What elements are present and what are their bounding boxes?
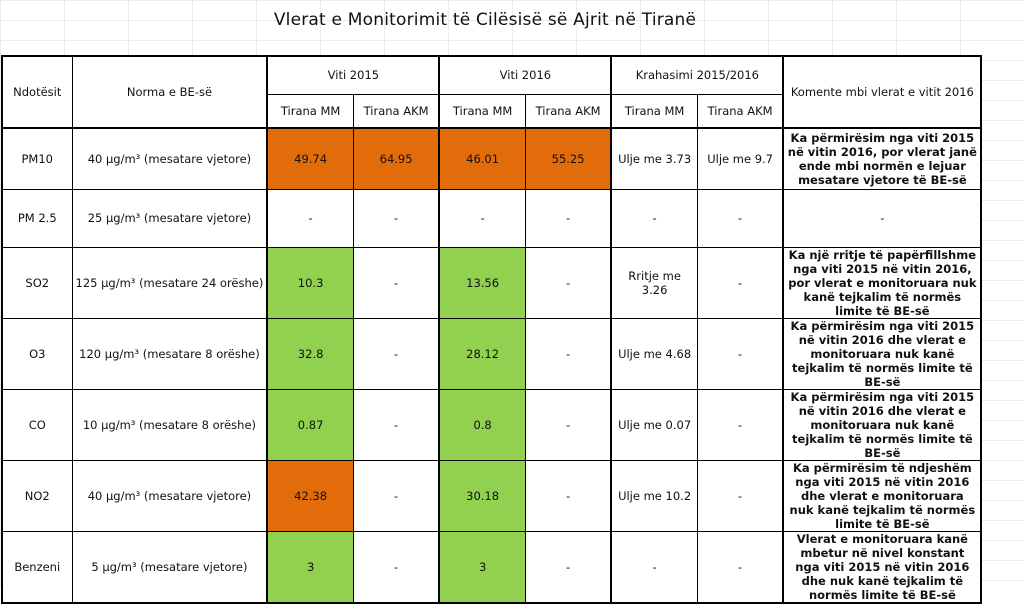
comment-cell: Ka përmirësim të ndjeshëm nga viti 2015 në vitin 2016 dhe vlerat e monitoruara nuk kanë tejkalim të normës limite të BE-së: [783, 460, 981, 531]
subheader-2016-mm: Tirana MM: [439, 94, 525, 128]
value-2016-akm: -: [525, 189, 611, 247]
comment-cell: Ka një rritje të papërfillshme nga viti 2015 në vitin 2016, por vlerat e monitoruara nuk kanë tejkalim të normës limite të BE-së: [783, 247, 981, 318]
value-2016-mm: 0.8: [439, 389, 525, 460]
table-row: [2, 128, 981, 189]
value-2015-mm: 0.87: [267, 389, 353, 460]
comparison-mm: Ulje me 10.2: [611, 460, 697, 531]
header-year-2016: Viti 2016: [439, 56, 611, 94]
value-2015-akm: -: [353, 531, 439, 603]
comment-cell: Ka përmirësim nga viti 2015 në vitin 2016 dhe vlerat e monitoruara nuk kanë tejkalim të normës limite të BE-së: [783, 389, 981, 460]
norm-cell: 10 µg/m³ (mesatare 8 orëshe): [72, 389, 267, 460]
comparison-mm: Ulje me 3.73: [611, 128, 697, 189]
value-2016-akm: -: [525, 247, 611, 318]
value-2016-akm: -: [525, 318, 611, 389]
value-2016-mm: 13.56: [439, 247, 525, 318]
comparison-mm: Rritje me 3.26: [611, 247, 697, 318]
page-title: Vlerat e Monitorimit të Cilësisë së Ajrit në Tiranë: [273, 10, 697, 30]
table-row: [2, 318, 981, 389]
value-2015-mm: 10.3: [267, 247, 353, 318]
value-2016-akm: -: [525, 531, 611, 603]
norm-cell: 25 µg/m³ (mesatare vjetore): [72, 189, 267, 247]
norm-cell: 120 µg/m³ (mesatare 8 orëshe): [72, 318, 267, 389]
subheader-2015-mm: Tirana MM: [267, 94, 353, 128]
value-2016-mm: 3: [439, 531, 525, 603]
comparison-akm: Ulje me 9.7: [697, 128, 783, 189]
pollutant-cell: SO2: [2, 247, 72, 318]
value-2016-mm: -: [439, 189, 525, 247]
pollutant-cell: CO: [2, 389, 72, 460]
header-comments: Komente mbi vlerat e vitit 2016: [783, 56, 981, 128]
pollutant-cell: Benzeni: [2, 531, 72, 603]
comment-cell: -: [783, 189, 981, 247]
comparison-mm: Ulje me 4.68: [611, 318, 697, 389]
value-2015-akm: -: [353, 318, 439, 389]
comparison-akm: -: [697, 460, 783, 531]
value-2016-mm: 28.12: [439, 318, 525, 389]
air-quality-table: [1, 55, 982, 604]
header-pollutants: Ndotësit: [2, 56, 72, 128]
comparison-mm: -: [611, 531, 697, 603]
value-2015-mm: 42.38: [267, 460, 353, 531]
pollutant-cell: PM 2.5: [2, 189, 72, 247]
subheader-comparison-akm: Tirana AKM: [697, 94, 783, 128]
value-2016-mm: 30.18: [439, 460, 525, 531]
pollutant-cell: O3: [2, 318, 72, 389]
value-2015-akm: -: [353, 189, 439, 247]
table-row: [2, 531, 981, 603]
table-row: [2, 460, 981, 531]
value-2016-mm: 46.01: [439, 128, 525, 189]
comparison-akm: -: [697, 389, 783, 460]
comment-cell: Vlerat e monitoruara kanë mbetur në nivel konstant nga viti 2015 në vitin 2016 dhe nuk kanë tejkalim të normës limite të BE-së: [783, 531, 981, 603]
norm-cell: 125 µg/m³ (mesatare 24 orëshe): [72, 247, 267, 318]
header-year-2015: Viti 2015: [267, 56, 439, 94]
value-2015-mm: 49.74: [267, 128, 353, 189]
value-2015-akm: 64.95: [353, 128, 439, 189]
value-2015-akm: -: [353, 389, 439, 460]
value-2016-akm: 55.25: [525, 128, 611, 189]
table-row: [2, 247, 981, 318]
value-2015-mm: 32.8: [267, 318, 353, 389]
value-2015-mm: 3: [267, 531, 353, 603]
header-row-top: [2, 56, 981, 94]
norm-cell: 5 µg/m³ (mesatare vjetore): [72, 531, 267, 603]
norm-cell: 40 µg/m³ (mesatare vjetore): [72, 128, 267, 189]
value-2016-akm: -: [525, 460, 611, 531]
comparison-mm: -: [611, 189, 697, 247]
comparison-akm: -: [697, 189, 783, 247]
subheader-comparison-mm: Tirana MM: [611, 94, 697, 128]
value-2015-akm: -: [353, 247, 439, 318]
value-2016-akm: -: [525, 389, 611, 460]
header-comparison: Krahasimi 2015/2016: [611, 56, 783, 94]
table-row: [2, 189, 981, 247]
subheader-2016-akm: Tirana AKM: [525, 94, 611, 128]
pollutant-cell: PM10: [2, 128, 72, 189]
value-2015-akm: -: [353, 460, 439, 531]
comparison-akm: -: [697, 531, 783, 603]
comparison-mm: Ulje me 0.07: [611, 389, 697, 460]
pollutant-cell: NO2: [2, 460, 72, 531]
comparison-akm: -: [697, 318, 783, 389]
comparison-akm: -: [697, 247, 783, 318]
header-norm: Norma e BE-së: [72, 56, 267, 128]
comment-cell: Ka përmirësim nga viti 2015 në vitin 2016, por vlerat janë ende mbi normën e lejuar mesatare vjetore të BE-së: [783, 128, 981, 189]
table-row: [2, 389, 981, 460]
subheader-2015-akm: Tirana AKM: [353, 94, 439, 128]
comment-cell: Ka përmirësim nga viti 2015 në vitin 2016 dhe vlerat e monitoruara nuk kanë tejkalim të normës limite të BE-së: [783, 318, 981, 389]
value-2015-mm: -: [267, 189, 353, 247]
norm-cell: 40 µg/m³ (mesatare vjetore): [72, 460, 267, 531]
